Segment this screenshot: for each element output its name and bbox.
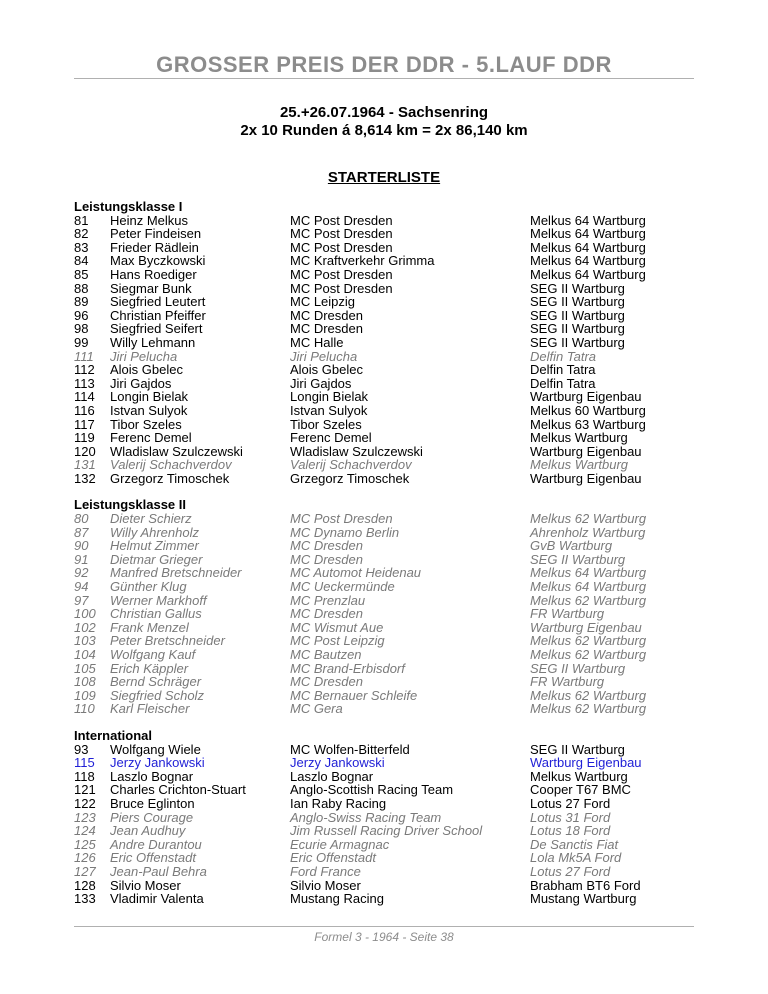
start-number: 121 xyxy=(74,782,96,798)
start-number: 125 xyxy=(74,836,96,852)
entrant-club: MC Dresden xyxy=(290,307,363,323)
starter-row xyxy=(74,892,694,906)
driver-name: Jiri Gajdos xyxy=(110,375,172,391)
entrant-club: MC Ueckermünde xyxy=(290,579,395,595)
driver-name: Laszlo Bognar xyxy=(110,768,194,784)
start-number: 84 xyxy=(74,253,89,269)
driver-name: Siegmar Bunk xyxy=(110,280,192,296)
car-model: SEG II Wartburg xyxy=(530,660,626,676)
starter-row xyxy=(74,702,694,716)
driver-name: Tibor Szeles xyxy=(110,416,182,432)
entrant-club: MC Dynamo Berlin xyxy=(290,524,400,540)
entrant-club: MC Wolfen-Bitterfeld xyxy=(290,741,410,757)
entrant-club: Tibor Szeles xyxy=(290,416,362,432)
page-footer: Formel 3 - 1964 - Seite 38 xyxy=(314,930,454,944)
start-number: 124 xyxy=(74,823,96,839)
event-date-venue: 25.+26.07.1964 - Sachsenring xyxy=(279,104,489,121)
driver-name: Christian Gallus xyxy=(110,606,202,622)
start-number: 83 xyxy=(74,239,89,255)
start-number: 98 xyxy=(74,321,89,337)
entrant-club: MC Dresden xyxy=(290,674,363,690)
start-number: 90 xyxy=(74,538,89,554)
entrant-club: Jerzy Jankowski xyxy=(290,755,385,771)
car-model: Melkus 60 Wartburg xyxy=(530,402,646,418)
start-number: 103 xyxy=(74,633,96,649)
start-number: 102 xyxy=(74,619,96,635)
entrant-club: MC Post Leipzig xyxy=(290,633,385,649)
start-number: 88 xyxy=(74,280,89,296)
driver-name: Heinz Melkus xyxy=(110,212,189,228)
driver-name: Wolfgang Wiele xyxy=(110,741,201,757)
car-model: SEG II Wartburg xyxy=(530,321,625,337)
starter-row xyxy=(74,512,694,526)
starter-row xyxy=(74,756,694,770)
entrant-club: Eric Offenstadt xyxy=(290,850,376,866)
entrant-club: MC Dresden xyxy=(290,538,363,554)
car-model: Melkus 64 Wartburg xyxy=(530,579,647,595)
driver-name: Eric Offenstadt xyxy=(110,850,196,866)
driver-name: Bernd Schräger xyxy=(110,674,202,690)
driver-name: Bruce Eglinton xyxy=(110,795,195,811)
driver-name: Longin Bielak xyxy=(110,389,189,405)
driver-name: Willy Ahrenholz xyxy=(110,524,199,540)
entrant-club: Longin Bielak xyxy=(290,389,369,405)
starter-row xyxy=(74,553,694,567)
start-number: 108 xyxy=(74,674,96,690)
driver-name: Hans Roediger xyxy=(110,266,197,282)
start-number: 100 xyxy=(74,606,96,622)
driver-name: Peter Findeisen xyxy=(110,226,202,242)
car-model: Brabham BT6 Ford xyxy=(530,877,641,893)
entrant-club: MC Post Dresden xyxy=(290,212,393,228)
entrant-club: Anglo-Scottish Racing Team xyxy=(290,782,454,798)
starter-row xyxy=(74,838,694,852)
car-model: FR Wartburg xyxy=(530,674,605,690)
entrant-club: MC Post Dresden xyxy=(290,226,393,242)
starter-row xyxy=(74,390,694,404)
starter-row xyxy=(74,445,694,459)
driver-name: Jean-Paul Behra xyxy=(110,863,207,879)
starter-row xyxy=(74,322,694,336)
starter-row xyxy=(74,607,694,621)
start-number: 115 xyxy=(74,755,95,771)
start-number: 119 xyxy=(74,430,95,446)
entrant-club: Jiri Pelucha xyxy=(290,348,358,364)
car-model: FR Wartburg xyxy=(530,606,605,622)
start-number: 122 xyxy=(74,795,96,811)
driver-name: Valerij Schachverdov xyxy=(110,457,232,473)
driver-name: Helmut Zimmer xyxy=(110,538,199,554)
entrant-club: Anglo-Swiss Racing Team xyxy=(290,809,442,825)
starter-row xyxy=(74,797,694,811)
starter-row xyxy=(74,689,694,703)
entrant-club: MC Dresden xyxy=(290,551,363,567)
driver-name: Dietmar Grieger xyxy=(110,551,203,567)
starter-row xyxy=(74,404,694,418)
starter-row xyxy=(74,472,694,486)
start-number: 126 xyxy=(74,850,96,866)
race-distance: 2x 10 Runden á 8,614 km = 2x 86,140 km xyxy=(240,122,528,139)
start-number: 80 xyxy=(74,511,89,527)
driver-name: Günther Klug xyxy=(110,579,187,595)
start-number: 123 xyxy=(74,809,96,825)
driver-name: Jean Audhuy xyxy=(110,823,186,839)
start-number: 133 xyxy=(74,891,96,907)
driver-name: Max Byczkowski xyxy=(110,253,206,269)
starter-list xyxy=(74,200,694,906)
car-model: Melkus 64 Wartburg xyxy=(530,565,647,581)
start-number: 82 xyxy=(74,226,89,242)
entrant-club: Alois Gbelec xyxy=(290,362,363,378)
starter-row xyxy=(74,418,694,432)
car-model: Melkus Wartburg xyxy=(530,768,628,784)
starter-row xyxy=(74,879,694,893)
car-model: Wartburg Eigenbau xyxy=(530,470,642,486)
entrant-club: MC Leipzig xyxy=(290,294,356,310)
car-model: Delfin Tatra xyxy=(530,375,596,391)
starter-row xyxy=(74,648,694,662)
entrant-club: MC Post Dresden xyxy=(290,280,393,296)
driver-name: Grzegorz Timoschek xyxy=(110,470,230,486)
starter-row xyxy=(74,783,694,797)
starter-row xyxy=(74,580,694,594)
car-model: Melkus 62 Wartburg xyxy=(530,511,647,527)
car-model: Wartburg Eigenbau xyxy=(530,443,642,459)
car-model: SEG II Wartburg xyxy=(530,294,625,310)
entrant-club: Mustang Racing xyxy=(290,891,384,907)
entrant-club: Istvan Sulyok xyxy=(290,402,368,418)
entrant-club: MC Wismut Aue xyxy=(290,619,384,635)
entrant-club: Silvio Moser xyxy=(290,877,361,893)
starter-row xyxy=(74,743,694,757)
entrant-club: MC Post Dresden xyxy=(290,239,393,255)
start-number: 117 xyxy=(74,416,95,432)
start-number: 96 xyxy=(74,307,89,323)
start-number: 128 xyxy=(74,877,96,893)
driver-name: Wolfgang Kauf xyxy=(110,647,196,662)
starter-row xyxy=(74,811,694,825)
entrant-club: MC Halle xyxy=(290,334,344,350)
footer-divider xyxy=(74,926,694,927)
entrant-club: MC Bernauer Schleife xyxy=(290,687,418,703)
starter-row xyxy=(74,241,694,255)
class-label: Leistungsklasse I xyxy=(74,199,183,214)
driver-name: Alois Gbelec xyxy=(110,362,183,378)
start-number: 116 xyxy=(74,402,95,418)
driver-name: Andre Durantou xyxy=(110,836,202,852)
car-model: Melkus 62 Wartburg xyxy=(530,687,647,703)
class-label: International xyxy=(74,727,153,743)
start-number: 92 xyxy=(74,565,89,581)
entrant-club: Ferenc Demel xyxy=(290,430,372,446)
entrant-club: MC Post Dresden xyxy=(290,511,393,527)
car-model: Lotus 31 Ford xyxy=(530,809,611,825)
start-number: 111 xyxy=(74,348,94,364)
starter-row xyxy=(74,282,694,296)
page-title: GROSSER PREIS DER DDR - 5.LAUF DDR xyxy=(156,52,612,77)
start-number: 120 xyxy=(74,443,96,459)
class-label: Leistungsklasse II xyxy=(74,497,186,513)
driver-name: Willy Lehmann xyxy=(110,334,196,350)
car-model: Wartburg Eigenbau xyxy=(530,389,642,405)
car-model: Melkus 62 Wartburg xyxy=(530,592,647,608)
car-model: Lola Mk5A Ford xyxy=(530,850,622,866)
starter-row xyxy=(74,770,694,784)
car-model: Lotus 27 Ford xyxy=(530,863,611,879)
car-model: Melkus Wartburg xyxy=(530,430,628,446)
entrant-club: MC Automot Heidenau xyxy=(290,565,422,581)
starter-row xyxy=(74,350,694,364)
start-number: 94 xyxy=(74,579,89,595)
driver-name: Vladimir Valenta xyxy=(110,891,204,907)
driver-name: Istvan Sulyok xyxy=(110,402,188,418)
starter-row xyxy=(74,295,694,309)
entrant-club: MC Dresden xyxy=(290,606,363,622)
car-model: Melkus 64 Wartburg xyxy=(530,239,646,255)
driver-name: Jerzy Jankowski xyxy=(110,755,205,771)
car-model: Lotus 18 Ford xyxy=(530,823,611,839)
start-number: 114 xyxy=(74,389,95,405)
driver-name: Frank Menzel xyxy=(110,619,189,635)
car-model: Melkus 64 Wartburg xyxy=(530,253,646,269)
driver-name: Siegfried Scholz xyxy=(110,687,204,703)
car-model: Wartburg Eigenbau xyxy=(530,619,642,635)
starter-row xyxy=(74,621,694,635)
start-number: 93 xyxy=(74,741,89,757)
starter-row xyxy=(74,634,694,648)
car-model: Melkus 64 Wartburg xyxy=(530,266,646,282)
start-number: 104 xyxy=(74,647,96,662)
car-model: Delfin Tatra xyxy=(530,362,596,378)
starter-row xyxy=(74,594,694,608)
entrant-club: Ford France xyxy=(290,863,361,879)
car-model: Melkus 62 Wartburg xyxy=(530,701,647,717)
starter-row xyxy=(74,336,694,350)
starter-row xyxy=(74,865,694,879)
car-model: Wartburg Eigenbau xyxy=(530,755,642,771)
start-number: 81 xyxy=(74,212,89,228)
entrant-club: Wladislaw Szulczewski xyxy=(290,443,423,459)
car-model: GvB Wartburg xyxy=(530,538,613,554)
entrant-club: Grzegorz Timoschek xyxy=(290,470,410,486)
start-number: 91 xyxy=(74,551,89,567)
driver-name: Peter Bretschneider xyxy=(110,633,225,649)
driver-name: Charles Crichton-Stuart xyxy=(110,782,246,798)
car-model: SEG II Wartburg xyxy=(530,741,625,757)
driver-name: Piers Courage xyxy=(110,809,194,825)
car-model: Melkus 62 Wartburg xyxy=(530,633,647,649)
driver-name: Jiri Pelucha xyxy=(110,348,178,364)
entrant-club: MC Prenzlau xyxy=(290,592,366,608)
start-number: 131 xyxy=(74,457,96,473)
start-number: 105 xyxy=(74,660,96,676)
starter-row xyxy=(74,539,694,553)
car-model: SEG II Wartburg xyxy=(530,280,625,296)
car-model: Lotus 27 Ford xyxy=(530,795,611,811)
driver-name: Frieder Rädlein xyxy=(110,239,199,255)
start-number: 127 xyxy=(74,863,96,879)
driver-name: Siegfried Leutert xyxy=(110,294,206,310)
entrant-club: MC Kraftverkehr Grimma xyxy=(290,253,435,269)
starter-row xyxy=(74,824,694,838)
starter-row xyxy=(74,363,694,377)
entrant-club: Ecurie Armagnac xyxy=(290,836,390,852)
driver-name: Dieter Schierz xyxy=(110,511,192,527)
starter-row xyxy=(74,458,694,472)
start-number: 97 xyxy=(74,592,89,608)
entrant-club: MC Dresden xyxy=(290,321,363,337)
entrant-club: MC Brand-Erbisdorf xyxy=(290,660,405,676)
start-number: 109 xyxy=(74,687,96,703)
car-model: Mustang Wartburg xyxy=(530,891,637,907)
starter-row xyxy=(74,227,694,241)
section-heading: STARTERLISTE xyxy=(327,169,441,186)
car-model: Melkus 62 Wartburg xyxy=(530,647,647,662)
car-model: Cooper T67 BMC xyxy=(530,782,631,798)
car-model: Melkus 64 Wartburg xyxy=(530,226,646,242)
car-model: De Sanctis Fiat xyxy=(530,836,619,852)
starter-row xyxy=(74,309,694,323)
starter-row xyxy=(74,675,694,689)
start-number: 118 xyxy=(74,768,95,784)
starter-row xyxy=(74,377,694,391)
driver-name: Erich Käppler xyxy=(110,660,189,676)
entrant-club: MC Gera xyxy=(290,701,343,717)
car-model: Melkus 64 Wartburg xyxy=(530,212,646,228)
class-spacer xyxy=(74,716,694,729)
driver-name: Siegfried Seifert xyxy=(110,321,203,337)
title-divider xyxy=(74,78,694,79)
starter-row xyxy=(74,214,694,228)
car-model: Melkus Wartburg xyxy=(530,457,629,473)
starter-row xyxy=(74,254,694,268)
entrant-club: Jim Russell Racing Driver School xyxy=(290,823,483,839)
start-number: 87 xyxy=(74,524,89,540)
starter-row xyxy=(74,526,694,540)
starter-row xyxy=(74,566,694,580)
driver-name: Ferenc Demel xyxy=(110,430,192,446)
start-number: 132 xyxy=(74,470,96,486)
start-number: 110 xyxy=(74,701,95,717)
car-model: Ahrenholz Wartburg xyxy=(530,524,646,540)
starter-row xyxy=(74,431,694,445)
driver-name: Karl Fleischer xyxy=(110,701,190,717)
entrant-club: MC Post Dresden xyxy=(290,266,393,282)
entrant-club: Jiri Gajdos xyxy=(290,375,352,391)
start-number: 113 xyxy=(74,375,95,391)
driver-name: Wladislaw Szulczewski xyxy=(110,443,243,459)
starter-row xyxy=(74,662,694,676)
start-number: 89 xyxy=(74,294,89,310)
entrant-club: MC Bautzen xyxy=(290,647,362,662)
car-model: Delfin Tatra xyxy=(530,348,596,364)
car-model: SEG II Wartburg xyxy=(530,334,625,350)
starter-row xyxy=(74,268,694,282)
driver-name: Silvio Moser xyxy=(110,877,181,893)
start-number: 112 xyxy=(74,362,95,378)
car-model: SEG II Wartburg xyxy=(530,307,625,323)
driver-name: Christian Pfeiffer xyxy=(110,307,206,323)
driver-name: Manfred Bretschneider xyxy=(110,565,242,581)
entrant-club: Laszlo Bognar xyxy=(290,768,374,784)
entrant-club: Ian Raby Racing xyxy=(290,795,387,811)
driver-name: Werner Markhoff xyxy=(110,592,207,608)
car-model: SEG II Wartburg xyxy=(530,551,626,567)
start-number: 99 xyxy=(74,334,89,350)
car-model: Melkus 63 Wartburg xyxy=(530,416,646,432)
starter-row xyxy=(74,851,694,865)
entrant-club: Valerij Schachverdov xyxy=(290,457,412,473)
start-number: 85 xyxy=(74,266,89,282)
